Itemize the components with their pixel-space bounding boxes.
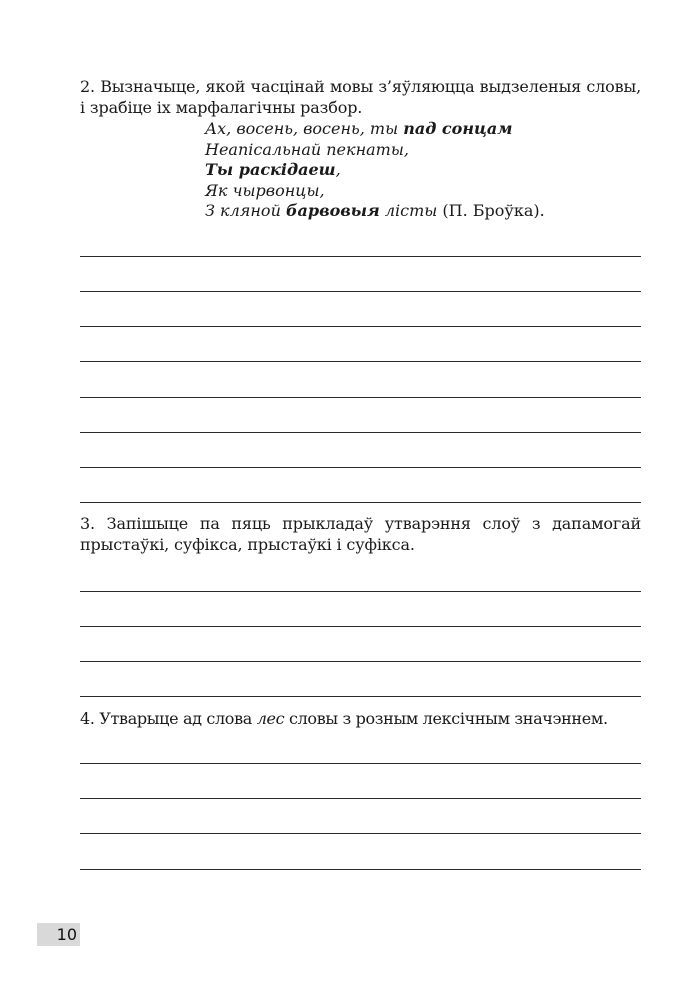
poem-line-5-text: З кляной <box>205 201 286 221</box>
answer-line[interactable] <box>80 869 641 870</box>
task-3-text: Запішыце па пяць прыкладаў утварэння слоў з дапамогай прыстаўкі, суфікса, прыстаўкі і суфікса. <box>80 514 642 554</box>
poem-line-3 <box>205 160 545 181</box>
answer-line[interactable] <box>80 467 641 468</box>
task-2-text: Вызначыце, якой часцінай мовы з’яўляюцца выдзеленыя словы, і зрабіце іх марфалагічны разбор. <box>80 77 641 117</box>
task-3-instruction <box>80 513 641 555</box>
task-4-text-end: словы з розным лексічным значэннем. <box>284 709 608 728</box>
page-number: 10 <box>37 923 80 946</box>
answer-line[interactable] <box>80 798 641 799</box>
answer-line[interactable] <box>80 661 641 662</box>
poem-line-5-text-end: лісты <box>379 201 438 221</box>
task-2-number: 2. <box>80 77 95 96</box>
task-3-number: 3. <box>80 514 95 533</box>
answer-line[interactable] <box>80 397 641 398</box>
poem-line-3-punct: , <box>335 160 341 180</box>
answer-line[interactable] <box>80 626 641 627</box>
task-2-instruction <box>80 76 641 118</box>
answer-line[interactable] <box>80 763 641 764</box>
poem-line-4: Як чырвонцы, <box>205 180 325 200</box>
highlighted-words: барвовыя <box>285 201 380 221</box>
poem-line-5 <box>205 201 545 222</box>
task-4-text-start: Утварыце ад слова <box>99 709 257 728</box>
poem-line-2: Неапісальнай пекнаты, <box>205 139 409 159</box>
answer-line[interactable] <box>80 432 641 433</box>
answer-line[interactable] <box>80 361 641 362</box>
answer-line[interactable] <box>80 502 641 503</box>
task-4-keyword: лес <box>256 709 285 728</box>
highlighted-words: пад сонцам <box>403 119 513 138</box>
answer-line[interactable] <box>80 833 641 834</box>
poem-line-1-text: Ах, восень, восень, ты <box>205 119 404 138</box>
answer-line[interactable] <box>80 291 641 292</box>
poem-excerpt <box>205 119 545 222</box>
answer-line[interactable] <box>80 591 641 592</box>
answer-line[interactable] <box>80 326 641 327</box>
task-4-number: 4. <box>80 709 95 728</box>
task-4-instruction <box>80 708 641 729</box>
answer-line[interactable] <box>80 256 641 257</box>
poem-line-1 <box>205 119 545 140</box>
highlighted-words: Ты раскідаеш <box>205 160 336 180</box>
poem-source: (П. Броўка). <box>437 201 545 221</box>
answer-line[interactable] <box>80 696 641 697</box>
